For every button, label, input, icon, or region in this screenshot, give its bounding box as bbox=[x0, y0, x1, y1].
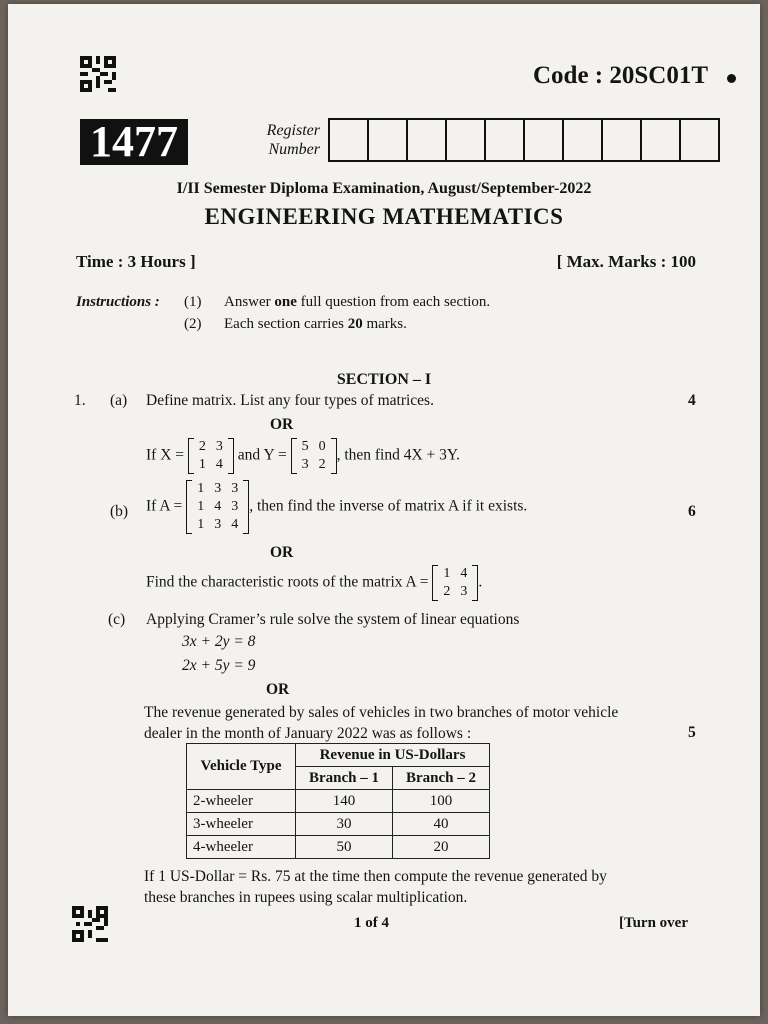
part-a-label: (a) bbox=[110, 392, 128, 409]
part-a-alternative: If X = 2 3 1 4 and Y = 5 0 3 2 , then find 4X + 3Y. bbox=[146, 439, 460, 472]
table-header-branch-1: Branch – 1 bbox=[296, 767, 393, 790]
part-b-marks: 6 bbox=[688, 503, 696, 520]
register-number-boxes[interactable] bbox=[328, 118, 720, 162]
part-b-alternative: Find the characteristic roots of the matrix A = 1 4 2 3 . bbox=[146, 566, 483, 599]
table-row: 3-wheeler 30 40 bbox=[187, 813, 490, 836]
qr-code-icon bbox=[80, 56, 116, 92]
register-digit-box[interactable] bbox=[603, 120, 642, 160]
time-allowed: Time : 3 Hours ] bbox=[76, 252, 196, 271]
equation-1: 3x + 2y = 8 bbox=[182, 633, 256, 650]
max-marks: [ Max. Marks : 100 bbox=[556, 252, 696, 271]
matrix-a: 1 3 3 1 4 3 1 3 4 bbox=[186, 480, 249, 534]
table-header-vehicle-type: Vehicle Type bbox=[187, 744, 296, 790]
table-header-revenue: Revenue in US-Dollars bbox=[296, 744, 490, 767]
table-row: 2-wheeler 140 100 bbox=[187, 790, 490, 813]
exam-title: I/II Semester Diploma Examination, August/September-2022 bbox=[176, 180, 592, 197]
part-c-marks: 5 bbox=[688, 724, 696, 741]
register-number-label: Register Number bbox=[266, 122, 320, 158]
part-c-label: (c) bbox=[108, 611, 126, 628]
part-b-text: If A = 1 3 3 1 4 3 1 3 4 , then find the inverse of matrix A if it exists. bbox=[146, 481, 528, 532]
part-a-marks: 4 bbox=[688, 392, 696, 409]
table-header-branch-2: Branch – 2 bbox=[393, 767, 490, 790]
part-c-text: Applying Cramer’s rule solve the system of linear equations bbox=[146, 611, 520, 628]
register-digit-box[interactable] bbox=[486, 120, 525, 160]
matrix-y: 5 0 3 2 bbox=[291, 438, 337, 474]
register-digit-box[interactable] bbox=[681, 120, 718, 160]
table-row: 4-wheeler 50 20 bbox=[187, 836, 490, 859]
subject-title: ENGINEERING MATHEMATICS bbox=[204, 204, 564, 229]
register-digit-box[interactable] bbox=[642, 120, 681, 160]
register-digit-box[interactable] bbox=[447, 120, 486, 160]
register-digit-box[interactable] bbox=[525, 120, 564, 160]
qr-code-icon bbox=[72, 906, 108, 942]
turn-over-note: [Turn over bbox=[618, 915, 688, 931]
or-divider: OR bbox=[270, 544, 294, 561]
or-divider: OR bbox=[266, 681, 290, 698]
paper-number-badge: 1477 bbox=[80, 119, 188, 165]
register-digit-box[interactable] bbox=[330, 120, 369, 160]
instructions-label: Instructions : bbox=[76, 294, 160, 310]
matrix-x: 2 3 1 4 bbox=[188, 438, 234, 474]
or-divider: OR bbox=[270, 416, 294, 433]
part-c-alternative-question: If 1 US-Dollar = Rs. 75 at the time then compute the revenue generated by these branches in rupees using scalar multiplication. bbox=[144, 868, 607, 906]
bullet-dot-icon bbox=[727, 74, 736, 83]
register-digit-box[interactable] bbox=[564, 120, 603, 160]
paper-code: Code : 20SC01T bbox=[532, 62, 708, 89]
part-c-alternative-intro: The revenue generated by sales of vehicles in two branches of motor vehicle dealer in the month of January 2022 was as follows : bbox=[144, 704, 619, 742]
register-digit-box[interactable] bbox=[408, 120, 447, 160]
question-number: 1. bbox=[74, 392, 86, 409]
matrix-characteristic: 1 4 2 3 bbox=[432, 565, 478, 601]
section-heading: SECTION – I bbox=[336, 371, 432, 388]
instruction-item: (2) Each section carries 20 marks. bbox=[184, 316, 407, 332]
instruction-item: (1) Answer one full question from each section. bbox=[184, 294, 491, 310]
exam-paper bbox=[8, 4, 760, 1016]
part-a-text: Define matrix. List any four types of matrices. bbox=[146, 392, 434, 409]
register-digit-box[interactable] bbox=[369, 120, 408, 160]
page-number: 1 of 4 bbox=[354, 915, 389, 931]
equation-2: 2x + 5y = 9 bbox=[182, 657, 256, 674]
revenue-table bbox=[186, 743, 490, 859]
part-b-label: (b) bbox=[110, 503, 129, 520]
